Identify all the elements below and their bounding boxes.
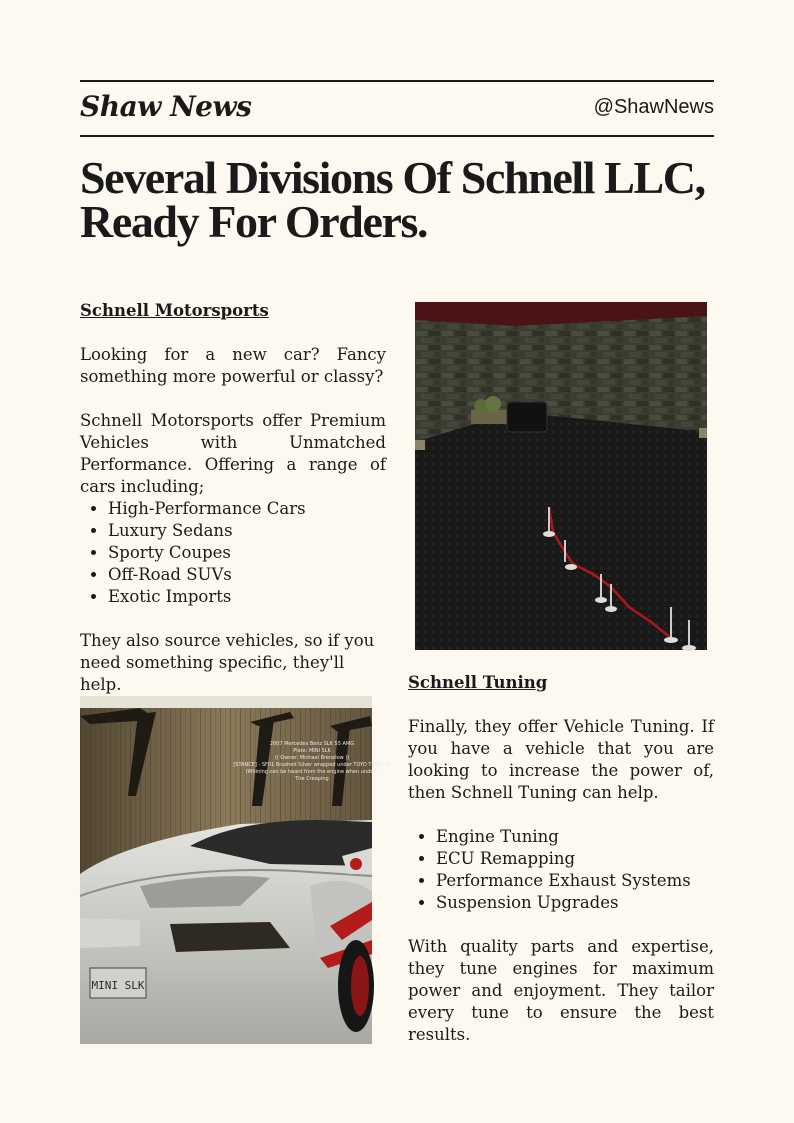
list-item: • ECU Remapping	[436, 848, 714, 870]
tuning-intro: Finally, they offer Vehicle Tuning. If you have a vehicle that you are looking to increase the power of, then Schnell Tuning can help.	[408, 717, 714, 802]
tuning-closing: With quality parts and expertise, they tune engines for maximum power and enjoyment. They tailor every tune to ensure the best results.	[408, 937, 714, 1044]
caption-line: (( Owner: Michael Brenelow ))	[274, 755, 350, 761]
motorsports-heading: Schnell Motorsports	[80, 301, 269, 320]
list-item: • Luxury Sedans	[108, 520, 386, 542]
article-headline: Several Divisions Of Schnell LLC, Ready For Orders.	[80, 152, 705, 247]
list-item: • High-Performance Cars	[108, 498, 386, 520]
motorsports-section	[80, 300, 386, 718]
license-plate: MINI SLK	[91, 979, 145, 992]
list-item: • Sporty Coupes	[108, 542, 386, 564]
list-item: • Performance Exhaust Systems	[436, 870, 714, 892]
motorsports-closing: They also source vehicles, so if you need something specific, they'll help.	[80, 631, 375, 694]
list-item: • Exotic Imports	[108, 586, 386, 608]
tuning-heading: Schnell Tuning	[408, 673, 548, 692]
caption-line: (Whining can be heard from the engine when under l	[245, 769, 379, 775]
motorsports-offer: Schnell Motorsports offer Premium Vehicles with Unmatched Performance. Offering a range of cars including;	[80, 411, 386, 496]
showroom-photo	[415, 302, 707, 650]
caption-line: [STANCE] - SF01 Brushed Silver wrapped under TOYO TIRES - F	[233, 762, 391, 768]
motorsports-list	[80, 498, 386, 608]
list-item: • Suspension Upgrades	[436, 892, 714, 914]
list-item: • Off-Road SUVs	[108, 564, 386, 586]
social-handle: @ShawNews	[593, 96, 714, 118]
caption-line: Tire Creeping	[295, 776, 329, 782]
masthead-bottom-rule	[80, 135, 714, 137]
masthead-logo: Shaw News	[80, 90, 252, 123]
caption-line: Plate: MINI SLK	[293, 748, 331, 754]
tuning-section	[408, 672, 714, 1068]
list-item: • Engine Tuning	[436, 826, 714, 848]
tuning-list	[408, 826, 714, 914]
caption-line: 2007 Mercedes Benz SLK 55 AMG	[269, 741, 355, 747]
masthead-top-rule	[80, 80, 714, 82]
motorsports-intro: Looking for a new car? Fancy something more powerful or classy?	[80, 345, 386, 386]
garage-photo	[80, 696, 391, 1044]
